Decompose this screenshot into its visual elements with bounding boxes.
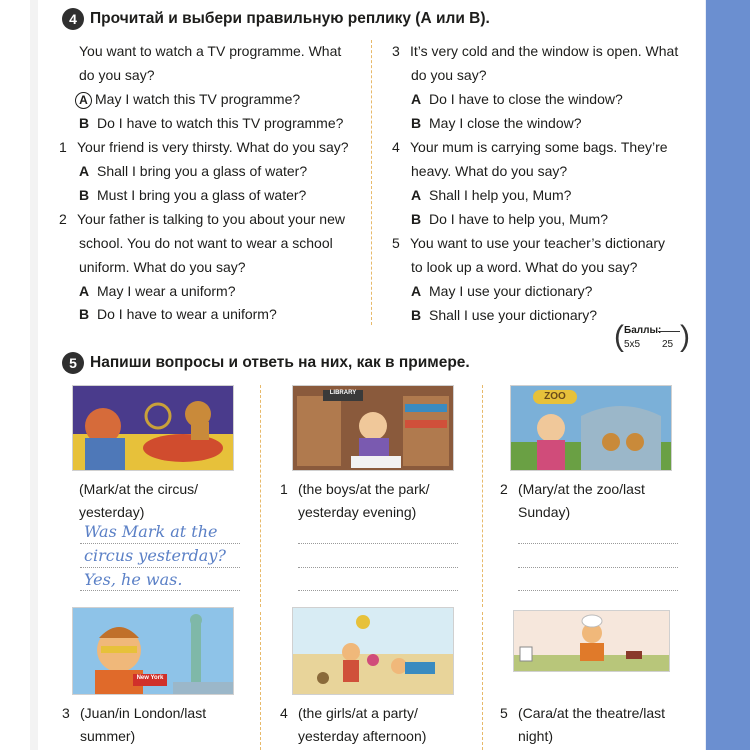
caption-line2: yesterday afternoon) [298, 728, 427, 744]
question-4 [392, 138, 668, 156]
score-label: Баллы: [624, 325, 662, 336]
item-4-caption [280, 702, 426, 748]
option-a-text: Shall I bring you a glass of water? [97, 163, 308, 179]
caption-line1: (Cara/at the theatre/last [518, 705, 666, 721]
answer-line [80, 567, 240, 568]
question-2-option-b [79, 305, 277, 323]
question-1-number: 1 [59, 139, 67, 155]
option-b-text: Must I bring you a glass of water? [97, 187, 307, 203]
caption-line2: Sunday) [518, 504, 571, 520]
new-york-sign-text: New York [136, 675, 164, 681]
question-2 [59, 210, 345, 228]
caption-line1: (Juan/in London/last [80, 705, 207, 721]
answer-line[interactable] [298, 567, 458, 568]
circled-answer-a: A [75, 92, 92, 109]
score-formula: 5x5 [624, 339, 641, 350]
score-total: 25 [662, 339, 674, 350]
grid-divider-4 [482, 612, 483, 750]
example-b-text: Do I have to watch this TV programme? [97, 115, 344, 131]
option-b-text: Do I have to help you, Mum? [429, 211, 608, 227]
exercise-5-header [62, 352, 470, 374]
option-b-text: May I close the window? [429, 115, 582, 131]
picture-zoo [510, 385, 672, 471]
question-1-option-b [79, 186, 306, 204]
exercise-5-title: Напиши вопросы и ответь на них, как в примере. [90, 354, 470, 371]
option-a-text: Shall I help you, Mum? [429, 187, 572, 203]
handwritten-answer-line3: Yes, he was. [84, 570, 183, 589]
question-2-prompt-line1: Your father is talking to you about your new [77, 211, 345, 227]
question-2-prompt-line3: uniform. What do you say? [79, 259, 246, 275]
answer-line[interactable] [298, 590, 458, 591]
option-a-label: A [79, 163, 90, 179]
question-3-prompt-line2: do you say? [411, 67, 487, 83]
picture-circus [72, 385, 234, 471]
option-a-label: A [411, 283, 422, 299]
item-2-caption [500, 478, 645, 524]
option-b-label: B [79, 115, 90, 131]
exercise-4-header [62, 8, 490, 30]
question-1 [59, 138, 349, 156]
score-box: ( Баллы: 5x5 25 ) [614, 320, 690, 353]
grid-divider-1 [260, 385, 261, 607]
option-a-label: A [411, 91, 422, 107]
example-prompt-line1: You want to watch a TV programme. What [79, 43, 342, 59]
example-prompt-line2: do you say? [79, 67, 155, 83]
example-option-b [79, 114, 343, 132]
item-1-caption [280, 478, 430, 524]
item-number: 2 [500, 481, 508, 497]
option-a-text: Do I have to close the window? [429, 91, 623, 107]
item-number: 3 [62, 705, 70, 721]
question-5-option-b [411, 306, 597, 324]
grid-divider-3 [260, 612, 261, 750]
column-divider [371, 40, 372, 325]
answer-line [80, 590, 240, 591]
item-number: 1 [280, 481, 288, 497]
caption-line2: summer) [80, 728, 136, 744]
question-3-option-b [411, 114, 582, 132]
answer-line[interactable] [298, 543, 458, 544]
question-3-number: 3 [392, 43, 400, 59]
exercise-5-number: 5 [62, 352, 84, 374]
picture-theatre [513, 610, 670, 672]
question-4-prompt-line1: Your mum is carrying some bags. They’re [410, 139, 668, 155]
option-b-text: Shall I use your dictionary? [429, 307, 598, 323]
caption-line1: (the boys/at the park/ [298, 481, 430, 497]
caption-line2: night) [518, 728, 554, 744]
question-5-prompt-line2: to look up a word. What do you say? [411, 259, 638, 275]
item-5-caption [500, 702, 665, 748]
example-option-a [75, 90, 300, 109]
option-b-label: B [79, 187, 90, 203]
option-b-label: B [411, 115, 422, 131]
picture-library [292, 385, 454, 471]
option-b-label: B [79, 306, 90, 322]
item-number: 5 [500, 705, 508, 721]
question-5-number: 5 [392, 235, 400, 251]
option-a-text: May I use your dictionary? [429, 283, 593, 299]
page-side-bar [706, 0, 750, 750]
answer-line[interactable] [518, 543, 678, 544]
item-example-caption [79, 478, 198, 524]
question-4-prompt-line2: heavy. What do you say? [411, 163, 568, 179]
zoo-sign-text: ZOO [544, 391, 566, 402]
handwritten-answer-line1: Was Mark at the [84, 522, 218, 541]
option-a-text: May I wear a uniform? [97, 283, 236, 299]
question-5-prompt-line1: You want to use your teacher’s dictionary [410, 235, 666, 251]
score-fraction-line [658, 331, 680, 332]
question-3 [392, 42, 678, 60]
library-sign-text: LIBRARY [329, 390, 357, 396]
workbook-page [40, 0, 705, 750]
handwritten-answer-line2: circus yesterday? [84, 546, 226, 565]
option-a-label: A [79, 283, 90, 299]
option-b-label: B [411, 307, 422, 323]
picture-new-york [72, 607, 234, 695]
picture-party [292, 607, 454, 695]
exercise-4-number: 4 [62, 8, 84, 30]
option-a-label: A [411, 187, 422, 203]
caption-line1: (Mary/at the zoo/last [518, 481, 645, 497]
question-3-option-a [411, 90, 623, 108]
example-a-text: May I watch this TV programme? [95, 91, 301, 107]
question-4-option-a [411, 186, 571, 204]
caption-line1: (Mark/at the circus/ [79, 481, 199, 497]
question-2-option-a [79, 282, 236, 300]
question-4-number: 4 [392, 139, 400, 155]
previous-page-edge [30, 0, 38, 750]
item-number: 4 [280, 705, 288, 721]
question-1-option-a [79, 162, 307, 180]
answer-line[interactable] [518, 567, 678, 568]
grid-divider-2 [482, 385, 483, 607]
caption-line1: (the girls/at a party/ [298, 705, 418, 721]
question-5 [392, 234, 665, 252]
question-5-option-a [411, 282, 592, 300]
answer-line [80, 543, 240, 544]
answer-line[interactable] [518, 590, 678, 591]
caption-line2: yesterday) [79, 504, 145, 520]
exercise-4-title: Прочитай и выбери правильную реплику (А или В). [90, 10, 490, 27]
caption-line2: yesterday evening) [298, 504, 417, 520]
question-2-number: 2 [59, 211, 67, 227]
item-3-caption [62, 702, 206, 748]
option-b-text: Do I have to wear a uniform? [97, 306, 277, 322]
question-3-prompt-line1: It’s very cold and the window is open. What [410, 43, 679, 59]
question-4-option-b [411, 210, 608, 228]
question-2-prompt-line2: school. You do not want to wear a school [79, 235, 333, 251]
option-b-label: B [411, 211, 422, 227]
question-1-prompt: Your friend is very thirsty. What do you say? [77, 139, 349, 155]
